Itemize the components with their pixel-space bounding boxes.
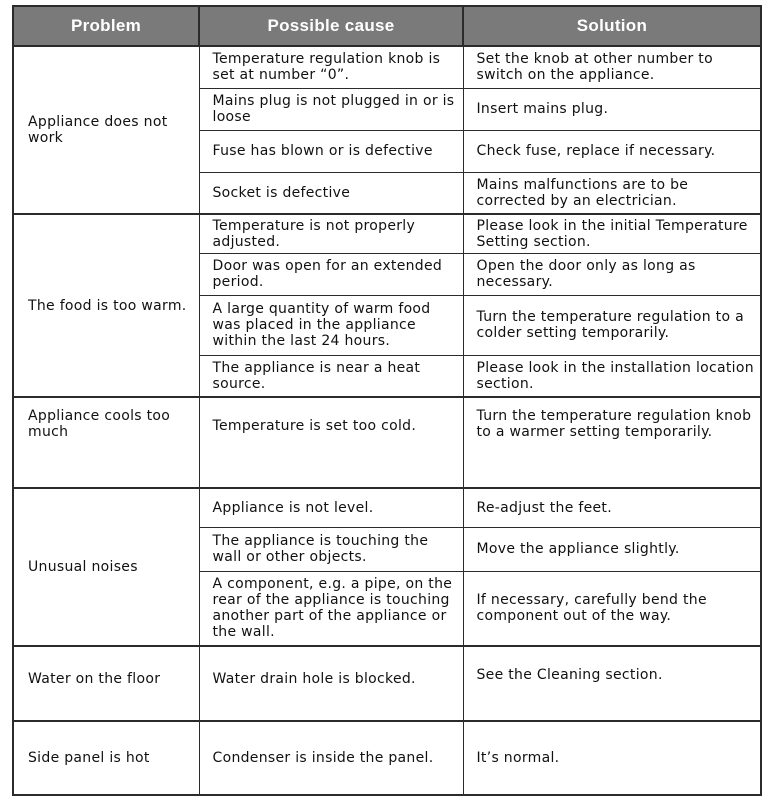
solution-cell: If necessary, carefully bend the component out of the way. (463, 571, 761, 646)
solution-cell: See the Cleaning section. (463, 646, 761, 721)
troubleshooting-table (12, 5, 762, 796)
problem-cell: Appliance cools too much (13, 397, 199, 488)
cause-cell: Temperature is not properly adjusted. (199, 214, 463, 253)
problem-cell: Water on the floor (13, 646, 199, 721)
solution-cell: It’s normal. (463, 721, 761, 795)
cause-cell: Door was open for an extended period. (199, 253, 463, 295)
solution-cell: Please look in the initial Temperature Setting section. (463, 214, 761, 253)
table-row (13, 721, 761, 795)
solution-cell: Turn the temperature regulation knob to a warmer setting temporarily. (463, 397, 761, 488)
solution-cell: Open the door only as long as necessary. (463, 253, 761, 295)
solution-cell: Please look in the installation location section. (463, 355, 761, 397)
cause-cell: Condenser is inside the panel. (199, 721, 463, 795)
table-row (13, 46, 761, 88)
cause-cell: A large quantity of warm food was placed in the appliance within the last 24 hours. (199, 295, 463, 355)
cause-cell: Temperature is set too cold. (199, 397, 463, 488)
solution-cell: Mains malfunctions are to be corrected by an electrician. (463, 172, 761, 214)
cause-cell: Appliance is not level. (199, 488, 463, 527)
solution-cell: Set the knob at other number to switch on the appliance. (463, 46, 761, 88)
table-row (13, 646, 761, 721)
table-row (13, 488, 761, 527)
table-row (13, 214, 761, 253)
cause-cell: Fuse has blown or is defective (199, 130, 463, 172)
cause-cell: Mains plug is not plugged in or is loose (199, 88, 463, 130)
cause-cell: A component, e.g. a pipe, on the rear of the appliance is touching another part of the appliance or the wall. (199, 571, 463, 646)
problem-cell: The food is too warm. (13, 214, 199, 397)
cause-cell: Water drain hole is blocked. (199, 646, 463, 721)
solution-cell: Turn the temperature regulation to a colder setting temporarily. (463, 295, 761, 355)
table-row (13, 397, 761, 488)
troubleshooting-table-wrapper (12, 5, 760, 796)
header-solution: Solution (463, 6, 761, 46)
solution-cell: Move the appliance slightly. (463, 527, 761, 571)
solution-cell: Check fuse, replace if necessary. (463, 130, 761, 172)
cause-cell: Socket is defective (199, 172, 463, 214)
solution-cell: Insert mains plug. (463, 88, 761, 130)
header-possible-cause: Possible cause (199, 6, 463, 46)
solution-cell: Re-adjust the feet. (463, 488, 761, 527)
header-problem: Problem (13, 6, 199, 46)
cause-cell: The appliance is near a heat source. (199, 355, 463, 397)
problem-cell: Side panel is hot (13, 721, 199, 795)
table-header-row (13, 6, 761, 46)
problem-cell: Unusual noises (13, 488, 199, 646)
cause-cell: Temperature regulation knob is set at number “0”. (199, 46, 463, 88)
cause-cell: The appliance is touching the wall or other objects. (199, 527, 463, 571)
problem-cell: Appliance does not work (13, 46, 199, 214)
